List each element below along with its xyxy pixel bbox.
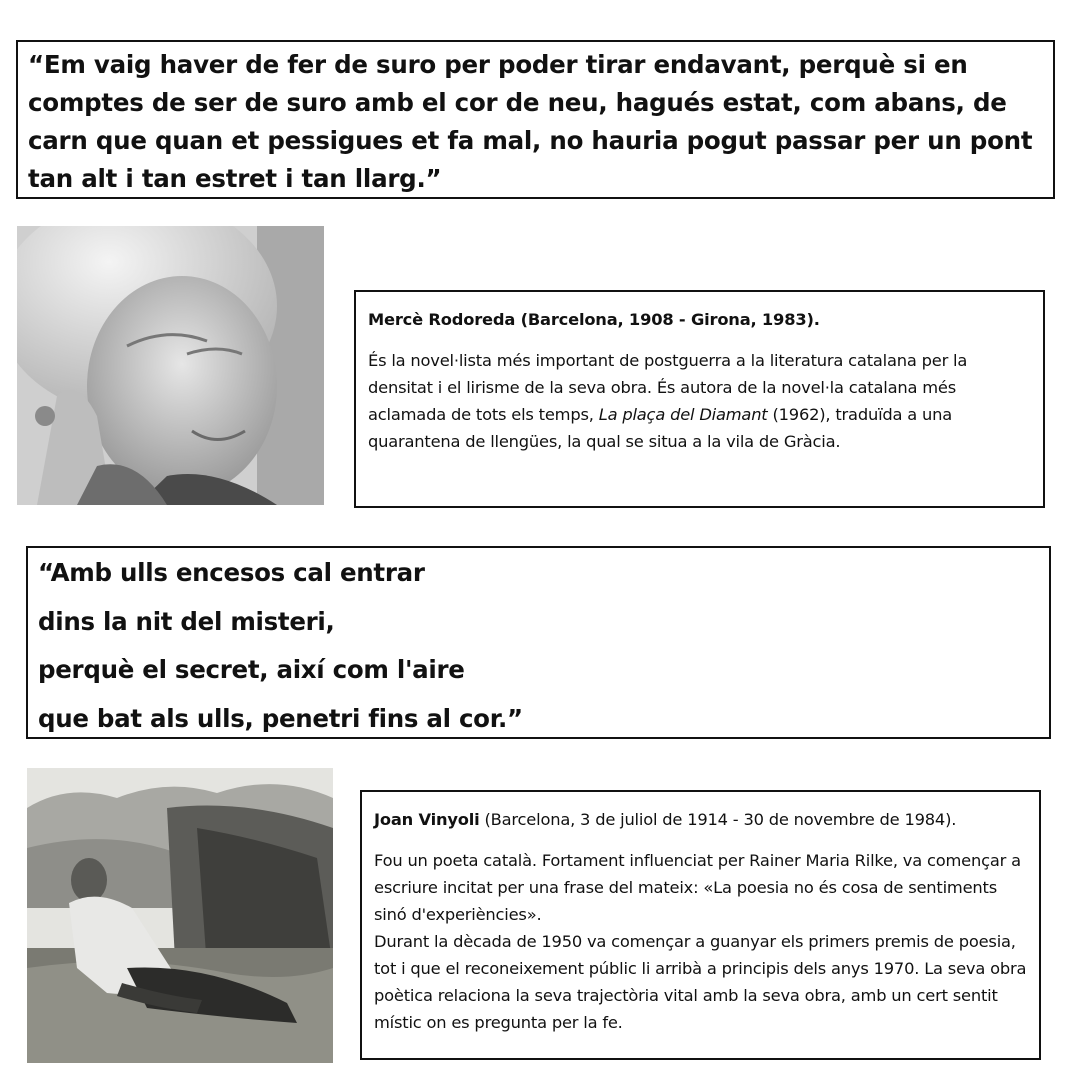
- portrait-vinyoli-drawing: [27, 768, 333, 1063]
- portrait-merce-rodoreda: [17, 226, 324, 505]
- bio-vinyoli-name: Joan Vinyoli: [374, 810, 480, 829]
- quote-vinyoli-line: dins la nit del misteri,: [38, 606, 335, 636]
- portrait-joan-vinyoli: [27, 768, 333, 1063]
- book-title: La plaça del Diamant: [598, 405, 768, 424]
- bio-vinyoli-box: [360, 790, 1041, 1060]
- portrait-rodoreda-drawing: [17, 226, 324, 505]
- bio-vinyoli-para2: Durant la dècada de 1950 va començar a guanyar els primers premis de poesia, tot i que el reconeixement públic li arribà a principis dels anys 1970. La seva obra poètica relaciona la seva trajectòria vital amb la seva obra, amb un cert sentit místic on es pregunta per la fe.: [374, 932, 1027, 1032]
- bio-vinyoli-dates: (Barcelona, 3 de juliol de 1914 - 30 de novembre de 1984).: [479, 810, 957, 829]
- quote-vinyoli-line: perquè el secret, així com l'aire: [38, 655, 465, 684]
- bio-rodoreda-box: [354, 290, 1045, 508]
- quote-vinyoli-box: [26, 546, 1051, 739]
- bio-vinyoli-heading: [374, 806, 1027, 833]
- quote-vinyoli-line: “Amb ulls encesos cal entrar: [38, 558, 425, 587]
- bio-rodoreda-text: És la novel·lista més important de postguerra a la literatura catalana per la densitat i el lirisme de la seva obra. És autora de la novel·la catalana més aclamada de tots els temps, La plaça del Diamant (1962), traduïda a una quarantena de llengües, la qual se situa a la vila de Gràcia.: [368, 351, 968, 451]
- quote-vinyoli-line: que bat als ulls, penetri fins al cor.”: [38, 703, 523, 733]
- quote-rodoreda-text: “Em vaig haver de fer de suro per poder tirar endavant, perquè si en comptes de ser de suro amb el cor de neu, hagués estat, com abans, de carn que quan et pessigues et fa mal, no hauria pogut passar per un pont tan alt i tan estret i tan llarg.”: [28, 50, 1033, 193]
- bio-rodoreda-heading: Mercè Rodoreda (Barcelona, 1908 - Girona, 1983).: [368, 310, 820, 329]
- quote-rodoreda-box: [16, 40, 1055, 199]
- bio-vinyoli-para1: Fou un poeta català. Fortament influenciat per Rainer Maria Rilke, va començar a escriure incitat per una frase del mateix: «La poesia no és cosa de sentiments sinó d'experiències».: [374, 851, 1021, 924]
